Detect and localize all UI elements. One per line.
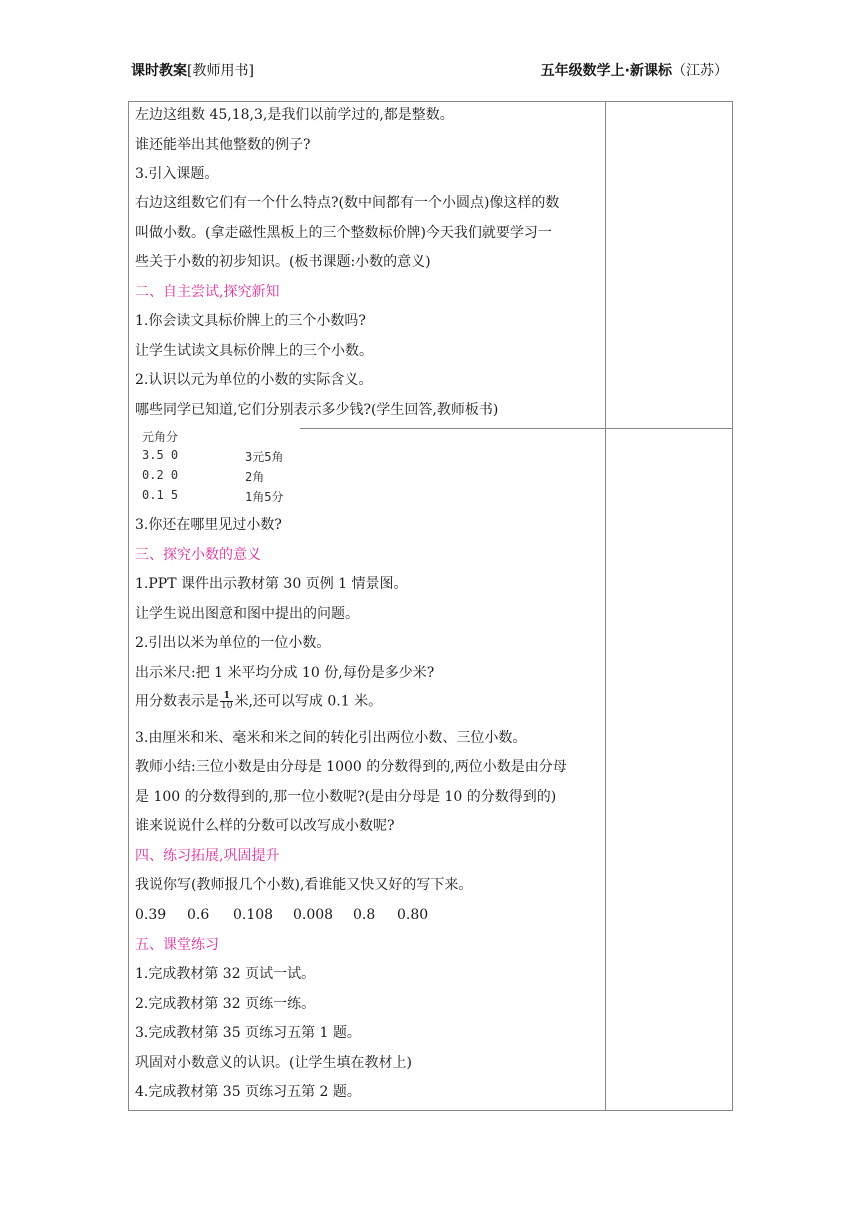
text-line: 哪些同学已知道,它们分别表示多少钱?(学生回答,教师板书) — [135, 402, 499, 418]
price-decimal: 3.5 0 — [142, 448, 179, 462]
text-line: 我说你写(教师报几个小数),看谁能又快又好的写下来。 — [135, 877, 473, 893]
text-line: 教师小结:三位小数是由分母是 1000 的分数得到的,两位小数是由分母 — [135, 759, 567, 775]
text-line: 谁还能举出其他整数的例子? — [135, 137, 311, 153]
fraction-line-end: 米,还可以写成 0.1 米。 — [234, 693, 383, 710]
header-left-subtitle: [教师用书] — [187, 63, 254, 79]
decimal-number: 0.008 — [293, 907, 334, 923]
text-line: 3.你还在哪里见过小数? — [135, 517, 282, 533]
text-line: 3.完成教材第 35 页练习五第 1 题。 — [135, 1025, 361, 1041]
text-line: 让学生说出图意和图中提出的问题。 — [135, 606, 359, 622]
decimal-number: 0.6 — [187, 907, 210, 923]
decimal-number: 0.108 — [233, 907, 274, 923]
text-line: 3.引入课题。 — [135, 166, 219, 182]
text-line: 2.引出以米为单位的一位小数。 — [135, 635, 331, 651]
header-right-title: 五年级数学上·新课标 — [540, 63, 672, 79]
header-right-subtitle: （江苏） — [672, 63, 728, 79]
price-decimal: 0.1 5 — [142, 488, 179, 502]
text-line: 左边这组数 45,18,3,是我们以前学过的,都是整数。 — [135, 107, 454, 123]
price-words: 3元5角 — [245, 450, 284, 464]
text-line: 1.你会读文具标价牌上的三个小数吗? — [135, 313, 366, 329]
section-heading: 二、自主尝试,探究新知 — [135, 284, 280, 300]
text-line: 1.完成教材第 32 页试一试。 — [135, 966, 316, 982]
text-line: 出示米尺:把 1 米平均分成 10 份,每份是多少米? — [135, 665, 435, 681]
decimal-numbers — [135, 906, 428, 924]
text-line: 3.由厘米和米、毫米和米之间的转化引出两位小数、三位小数。 — [135, 730, 527, 746]
fraction-line-start: 用分数表示是 — [135, 693, 219, 710]
text-line: 2.完成教材第 32 页练一练。 — [135, 996, 316, 1012]
column-divider — [605, 101, 606, 1111]
header-right — [541, 60, 728, 80]
fraction-denominator: 10 — [221, 701, 233, 711]
header-left — [131, 60, 254, 80]
fraction-numerator: 1 — [220, 692, 233, 702]
text-line: 叫做小数。(拿走磁性黑板上的三个整数标价牌)今天我们就要学习一 — [135, 225, 552, 241]
text-line: 1.PPT 课件出示教材第 30 页例 1 情景图。 — [135, 576, 408, 592]
decimal-number: 0.8 — [353, 907, 376, 923]
price-decimal: 0.2 0 — [142, 468, 179, 482]
row-divider — [300, 428, 733, 429]
text-line: 让学生试读文具标价牌上的三个小数。 — [135, 343, 373, 359]
decimal-number: 0.80 — [397, 907, 429, 923]
fraction — [220, 692, 233, 711]
text-line: 是 100 的分数得到的,那一位小数呢?(是由分母是 10 的分数得到的) — [135, 789, 557, 805]
price-words: 1角5分 — [245, 490, 284, 504]
price-table-header: 元角分 — [142, 430, 179, 444]
text-line: 2.认识以元为单位的小数的实际含义。 — [135, 372, 373, 388]
decimal-number: 0.39 — [135, 907, 167, 923]
text-line: 谁来说说什么样的分数可以改写成小数呢? — [135, 818, 395, 834]
section-heading: 四、练习拓展,巩固提升 — [135, 848, 280, 864]
price-words: 2角 — [245, 470, 265, 484]
text-line: 右边这组数它们有一个什么特点?(数中间都有一个小圆点)像这样的数 — [135, 195, 560, 211]
text-line: 巩固对小数意义的认识。(让学生填在教材上) — [135, 1055, 412, 1071]
section-heading: 五、课堂练习 — [135, 937, 219, 953]
header-left-title: 课时教案 — [131, 63, 187, 79]
fraction-line — [135, 692, 382, 711]
text-line: 4.完成教材第 35 页练习五第 2 题。 — [135, 1084, 361, 1100]
text-line: 些关于小数的初步知识。(板书课题:小数的意义) — [135, 254, 431, 270]
section-heading: 三、探究小数的意义 — [135, 547, 261, 563]
